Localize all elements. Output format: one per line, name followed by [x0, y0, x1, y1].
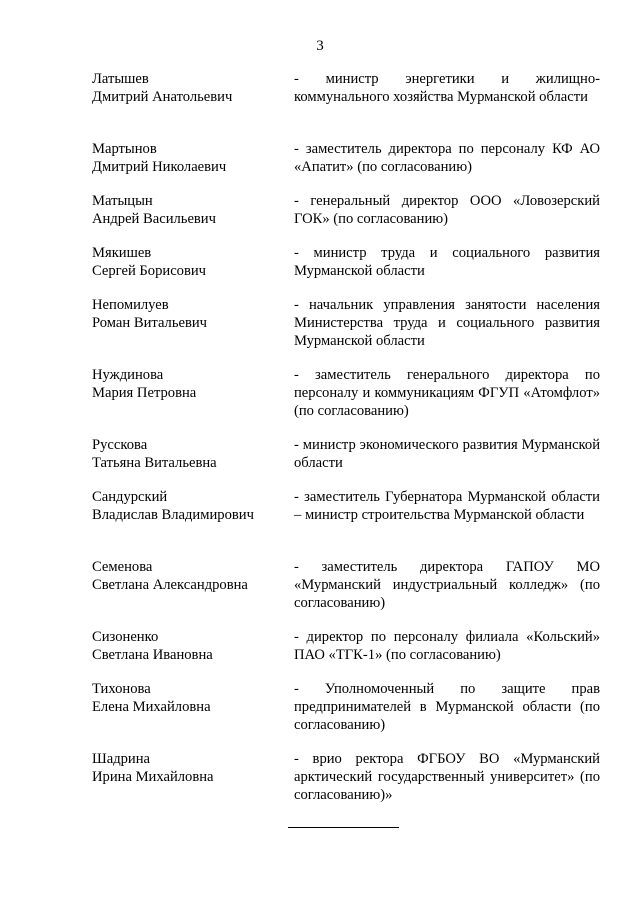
member-entry — [92, 244, 600, 296]
page-number: 3 — [316, 38, 324, 54]
member-name — [92, 750, 282, 810]
member-name — [92, 192, 282, 244]
member-position: - врио ректора ФГБОУ ВО «Мурманский арктический государственный университет» (по согласованию)» — [294, 751, 600, 803]
member-position: - министр труда и социального развития Мурманской области — [294, 245, 600, 279]
member-position: - министр энергетики и жилищно-коммунального хозяйства Мурманской области — [294, 71, 600, 105]
closing-rule — [288, 827, 399, 828]
member-position: - заместитель генерального директора по персоналу и коммуникациям ФГУП «Атомфлот» (по согласованию) — [294, 367, 600, 419]
member-entry — [92, 488, 600, 558]
member-entry — [92, 192, 600, 244]
member-given-name: Мария Петровна — [92, 385, 197, 401]
member-given-name: Роман Витальевич — [92, 315, 208, 331]
member-given-name: Светлана Александровна — [92, 577, 248, 593]
member-given-name: Андрей Васильевич — [92, 211, 216, 227]
member-name — [92, 140, 282, 192]
member-name — [92, 366, 282, 436]
member-position: - заместитель директора по персоналу КФ АО «Апатит» (по согласованию) — [294, 141, 600, 175]
member-position: - заместитель директора ГАПОУ МО «Мурманский индустриальный колледж» (по согласованию) — [294, 559, 600, 611]
member-name — [92, 70, 282, 140]
member-entry — [92, 140, 600, 192]
member-surname: Непомилуев — [92, 297, 169, 313]
member-surname: Мартынов — [92, 141, 157, 157]
member-given-name: Сергей Борисович — [92, 263, 207, 279]
member-position: - начальник управления занятости населения Министерства труда и социального развития Мурманской области — [294, 297, 600, 349]
member-entry — [92, 628, 600, 680]
member-surname: Русскова — [92, 437, 148, 453]
member-name — [92, 628, 282, 680]
member-given-name: Владислав Владимирович — [92, 507, 254, 523]
member-name — [92, 436, 282, 488]
member-entry — [92, 750, 600, 810]
member-position: - заместитель Губернатора Мурманской области – министр строительства Мурманской области — [294, 489, 600, 523]
member-surname: Семенова — [92, 559, 153, 575]
member-surname: Матыцын — [92, 193, 153, 209]
member-entry — [92, 296, 600, 366]
member-name — [92, 296, 282, 366]
member-given-name: Татьяна Витальевна — [92, 455, 217, 471]
member-position: - генеральный директор ООО «Ловозерский ГОК» (по согласованию) — [294, 193, 600, 227]
member-position: - министр экономического развития Мурманской области — [294, 437, 600, 471]
member-entry — [92, 70, 600, 140]
member-position: - директор по персоналу филиала «Кольский» ПАО «ТГК-1» (по согласованию) — [294, 629, 600, 663]
member-name — [92, 244, 282, 296]
member-name — [92, 680, 282, 750]
member-name — [92, 558, 282, 628]
member-given-name: Ирина Михайловна — [92, 769, 214, 785]
member-entry — [92, 558, 600, 628]
member-surname: Сандурский — [92, 489, 168, 505]
member-given-name: Дмитрий Анатольевич — [92, 89, 233, 105]
member-surname: Мякишев — [92, 245, 152, 261]
member-surname: Нуждинова — [92, 367, 164, 383]
member-name — [92, 488, 282, 558]
member-entry — [92, 436, 600, 488]
member-surname: Сизоненко — [92, 629, 159, 645]
member-given-name: Елена Михайловна — [92, 699, 211, 715]
member-given-name: Дмитрий Николаевич — [92, 159, 227, 175]
member-entry — [92, 680, 600, 750]
member-entry — [92, 366, 600, 436]
member-surname: Шадрина — [92, 751, 151, 767]
member-surname: Латышев — [92, 71, 149, 87]
members-list — [92, 70, 600, 810]
member-position: - Уполномоченный по защите прав предпринимателей в Мурманской области (по согласованию) — [294, 681, 600, 733]
member-given-name: Светлана Ивановна — [92, 647, 213, 663]
member-surname: Тихонова — [92, 681, 151, 697]
